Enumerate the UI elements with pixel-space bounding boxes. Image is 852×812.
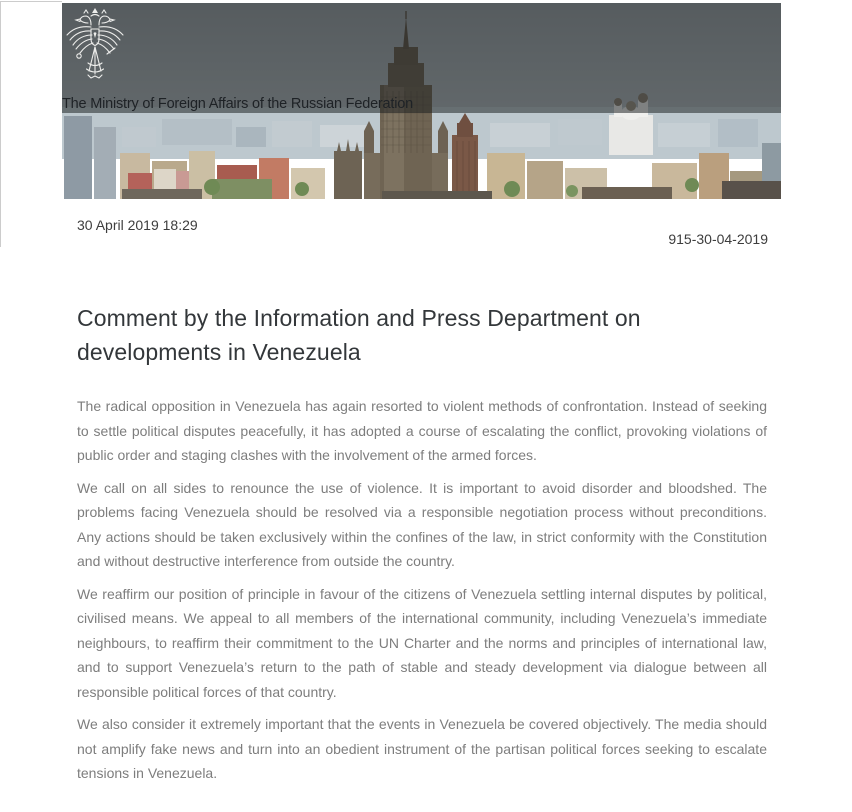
left-border-line bbox=[0, 1, 1, 247]
article-body bbox=[77, 394, 767, 794]
article-paragraph: The radical opposition in Venezuela has again resorted to violent methods of confrontation. Instead of seeking to settle political disputes peacefully, it has adopted a course of escalating the conflict, provoking violations of public order and staging clashes with the involvement of the armed forces. bbox=[77, 398, 767, 463]
top-border-line bbox=[0, 1, 62, 2]
header-banner bbox=[62, 3, 781, 199]
article-paragraph: We also consider it extremely important that the events in Venezuela be covered objectively. The media should not amplify fake news and turn into an obedient instrument of the partisan political forces seeking to escalate tensions in Venezuela. bbox=[77, 716, 767, 781]
site-title-link[interactable]: The Ministry of Foreign Affairs of the Russian Federation bbox=[62, 96, 414, 112]
article-paragraph: We reaffirm our position of principle in favour of the citizens of Venezuela settling internal disputes by political, civilised means. We appeal to all members of the international community, including Venezuela’s immediate neighbours, to reaffirm their commitment to the UN Charter and the norms and principles of international law, and to support Venezuela’s return to the path of stable and steady development via dialogue between all responsible political forces of that country. bbox=[77, 585, 767, 700]
mfa-emblem-icon[interactable] bbox=[62, 7, 128, 87]
article-title: Comment by the Information and Press Department on developments in Venezuela bbox=[77, 305, 641, 365]
article-paragraph: We call on all sides to renounce the use of violence. It is important to avoid disorder and bloodshed. The problems facing Venezuela should be resolved via a responsible negotiation process without preconditions. Any actions should be taken exclusively within the confines of the law, in strict conformity with the Constitution and without destructive interference from outside the country. bbox=[77, 479, 767, 569]
publish-date: 30 April 2019 18:29 bbox=[77, 217, 198, 233]
document-number: 915-30-04-2019 bbox=[668, 231, 768, 247]
